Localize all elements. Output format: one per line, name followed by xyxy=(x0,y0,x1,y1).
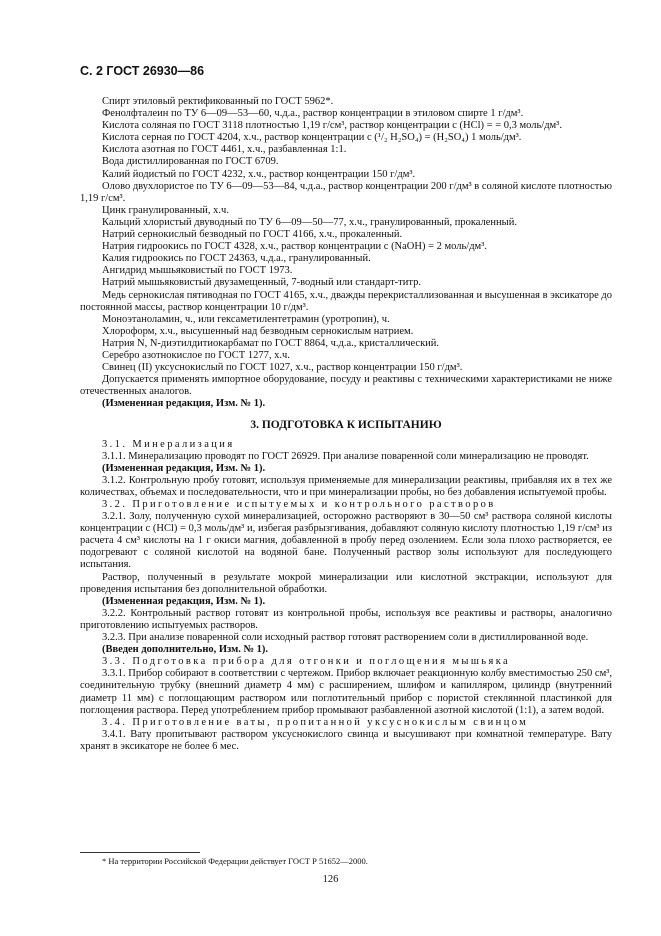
document-body xyxy=(80,96,612,753)
reagent-line: Натрий мышьяковистый двузамещенный, 7-водный или стандарт-титр. xyxy=(102,277,421,289)
revision-note: (Измененная редакция, Изм. № 1). xyxy=(102,398,266,410)
footnote-text: * На территории Российской Федерации действует ГОСТ Р 51652—2000. xyxy=(102,856,368,866)
reagent-line: Олово двухлористое по ТУ 6—09—53—84, ч.д.а., раствор концентрации 200 г/дм³ в соляной кислоте плотностью 1,19 г/см³. xyxy=(80,180,612,204)
reagent-line: Кислота серная по ГОСТ 4204, х.ч., раствор концентрации c (¹/₂ H₂SO₄) = (H₂SO₄) 1 моль/дм³. xyxy=(102,132,522,144)
reagent-line: Ангидрид мышьяковистый по ГОСТ 1973. xyxy=(102,265,293,277)
subsection-heading: 3.2. Приготовление испытуемых и контрольного растворов xyxy=(102,499,496,510)
page-number: 126 xyxy=(322,874,339,885)
reagent-line: Спирт этиловый ректификованный по ГОСТ 5962*. xyxy=(102,96,334,107)
page-header: С. 2 ГОСТ 26930—86 xyxy=(80,64,205,78)
paragraph: 3.2.3. При анализе поваренной соли исходный раствор готовят растворением соли в дистиллированной воде. xyxy=(102,632,589,644)
reagent-line: Натрий сернокислый безводный по ГОСТ 4166, х.ч., прокаленный. xyxy=(102,229,403,241)
reagent-line: Допускается применять импортное оборудование, посуду и реактивы с техническими характеристиками не ниже отечественных аналогов. xyxy=(80,374,612,398)
paragraph: 3.4.1. Вату пропитывают раствором уксуснокислого свинца и высушивают при комнатной температуре. Вату хранят в эксикаторе не более 6 мес. xyxy=(80,728,612,752)
reagent-line: Медь сернокислая пятиводная по ГОСТ 4165, х.ч., дважды перекристаллизованная и высушенная в эксикаторе до постоянной массы, раствор концентрации 10 г/дм³. xyxy=(80,289,612,313)
reagent-line: Вода дистиллированная по ГОСТ 6709. xyxy=(102,156,279,168)
footnote-block xyxy=(80,852,612,866)
reagent-line: Калия гидроокись по ГОСТ 24363, ч.д.а., гранулированный. xyxy=(102,253,371,265)
reagent-line: Натрия N, N-диэтилдитиокарбамат по ГОСТ 8864, ч.д.а., кристаллический. xyxy=(102,337,440,349)
subsection-heading: 3.4. Приготовление ваты, пропитанной уксуснокислым свинцом xyxy=(102,716,529,728)
paragraph: 3.1.2. Контрольную пробу готовят, используя применяемые для минерализации реактивы, прибавляя их в тех же количествах, объемах и последовательности, что и при минерализации пробы, но без добавления испытуемой пробы. xyxy=(80,474,612,498)
reagent-line: Кислота соляная по ГОСТ 3118 плотностью 1,19 г/см³, раствор концентрации c (HCl) = = 0,3 моль/дм³. xyxy=(102,120,562,132)
section-title: 3. ПОДГОТОВКА К ИСПЫТАНИЮ xyxy=(250,419,442,432)
subsection-heading: 3.1. Минерализация xyxy=(102,438,235,450)
reagent-line: Серебро азотнокислое по ГОСТ 1277, х.ч. xyxy=(102,349,290,361)
reagent-line: Натрия гидроокись по ГОСТ 4328, х.ч., раствор концентрации c (NaOH) = 2 моль/дм³. xyxy=(102,241,487,253)
reagent-line: Свинец (II) уксуснокислый по ГОСТ 1027, х.ч., раствор концентрации 150 г/дм³. xyxy=(102,362,463,374)
revision-note: (Измененная редакция, Изм. № 1). xyxy=(102,595,266,607)
reagent-line: Фенолфталеин по ТУ 6—09—53—60, ч.д.а., раствор концентрации в этиловом спирте 1 г/дм³. xyxy=(102,108,524,120)
revision-note: (Измененная редакция, Изм. № 1). xyxy=(102,462,266,474)
paragraph: Раствор, полученный в результате мокрой минерализации или кислотной экстракции, используют для проведения испытания без дополнительной обработки. xyxy=(80,571,612,595)
paragraph: 3.2.2. Контрольный раствор готовят из контрольной пробы, используя все реактивы и растворы, аналогично приготовлению испытуемых растворов. xyxy=(80,607,612,631)
reagent-line: Цинк гранулированный, х.ч. xyxy=(102,204,229,216)
revision-note: (Введен дополнительно, Изм. № 1). xyxy=(102,644,269,656)
paragraph: 3.2.1. Золу, полученную сухой минерализацией, осторожно растворяют в 30—50 см³ раствора соляной кислоты концентрации c (HCl) = 0,3 моль/дм³ и, избегая разбрызгивания, добавляют соляную кислоту плотностью 1,19 г/см³ из расчета 4 см³ кислоты на 1 г окиси магния, добавленной в пробу перед озолением. Если зола плохо растворяется, ее подогревают с соляной кислотой на водяной бане. Полученный раствор золы используют для последующего испытания. xyxy=(80,511,612,571)
reagent-line: Кислота азотная по ГОСТ 4461, х.ч., разбавленная 1:1. xyxy=(102,144,347,156)
reagent-line: Хлороформ, х.ч., высушенный над безводным сернокислым натрием. xyxy=(102,325,414,337)
reagent-line: Кальций хлористый двуводный по ТУ 6—09—50—77, х.ч., гранулированный, прокаленный. xyxy=(102,216,517,228)
footnote-divider xyxy=(80,852,200,853)
paragraph: 3.1.1. Минерализацию проводят по ГОСТ 26929. При анализе поваренной соли минерализацию не проводят. xyxy=(102,450,589,462)
document-page xyxy=(80,64,612,753)
reagent-line: Калий йодистый по ГОСТ 4232, х.ч., раствор концентрации 150 г/дм³. xyxy=(102,168,416,180)
paragraph: 3.3.1. Прибор собирают в соответствии с чертежом. Прибор включает реакционную колбу вместимостью 250 см³, соединительную трубку (внешний диаметр 4 мм) с расширением, шлифом и капилляром, цилиндр (внутренний диаметр 11 мм) с поглощающим раствором или поглотительный прибор с пористой стеклянной пластинкой для поглощения раствора. Перед употреблением прибор промывают разбавленной азотной кислотой (1:1), а затем водой. xyxy=(80,668,612,716)
reagent-line: Моноэтаноламин, ч., или гексаметилентетрамин (уротропин), ч. xyxy=(102,313,390,325)
subsection-heading: 3.3. Подготовка прибора для отгонки и поглощения мышьяка xyxy=(102,656,511,668)
